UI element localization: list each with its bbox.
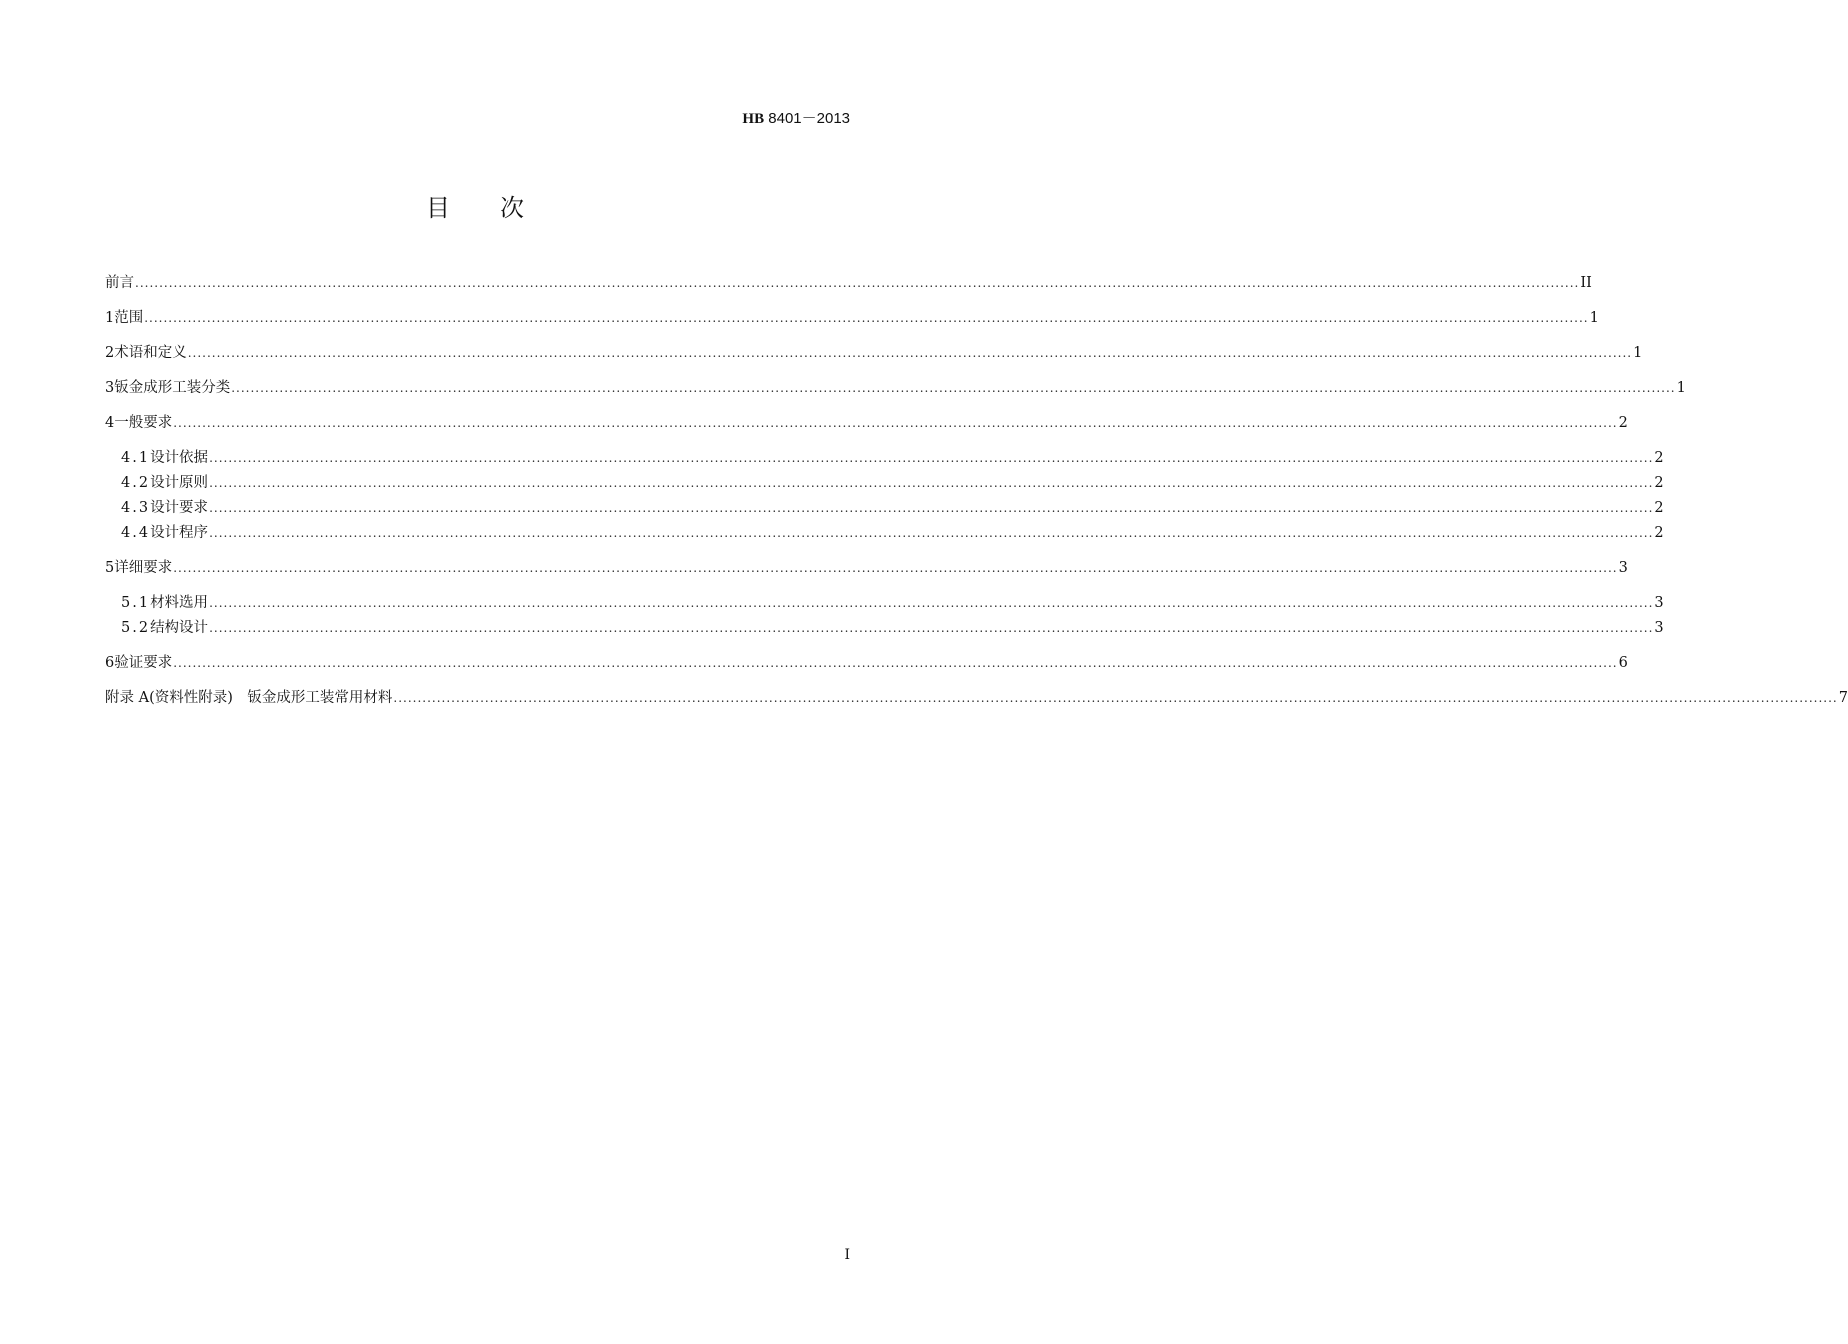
page-number: I: [844, 1247, 850, 1263]
toc-entry-page: 6: [1618, 655, 1628, 671]
toc-entry-number: 6: [105, 655, 115, 671]
toc-entry-page: 3: [1618, 560, 1628, 576]
standard-code-number: 8401－2013: [764, 110, 850, 127]
toc-entry-number: 4.4: [121, 525, 151, 541]
toc-entry-number: 5: [105, 560, 115, 576]
toc-leader-dots: ............................................................................................................................................................................................................................................................................................................: [187, 346, 1633, 360]
toc-entry-page: 2: [1618, 415, 1628, 431]
toc-entry-4-4[interactable]: [121, 523, 1664, 543]
standard-code-prefix: HB: [742, 111, 765, 127]
toc-entry-number: 4.2: [121, 475, 151, 491]
toc-leader-dots: ............................................................................................................................................................................................................................................................................................................: [209, 621, 1654, 635]
toc-entry-page: 7: [1838, 690, 1848, 706]
toc-entry-5[interactable]: [105, 558, 1628, 578]
page-title: 目次: [426, 194, 574, 222]
toc-leader-dots: ............................................................................................................................................................................................................................................................................................................: [209, 596, 1654, 610]
toc-entry-label: 术语和定义: [114, 345, 187, 361]
toc-leader-dots: ............................................................................................................................................................................................................................................................................................................: [393, 691, 1838, 705]
toc-entry-number: 4: [105, 415, 115, 431]
toc-entry-label: 前言: [105, 275, 134, 291]
toc-leader-dots: ............................................................................................................................................................................................................................................................................................................: [173, 656, 1618, 670]
toc-entry-label: 材料选用: [150, 595, 209, 611]
toc-entry-5-2[interactable]: [121, 618, 1664, 638]
toc-entry-page: 2: [1654, 450, 1664, 466]
toc-entry-page: 2: [1654, 525, 1664, 541]
toc-leader-dots: ............................................................................................................................................................................................................................................................................................................: [209, 476, 1654, 490]
toc-entry-number: 2: [105, 345, 115, 361]
toc-leader-dots: ............................................................................................................................................................................................................................................................................................................: [209, 526, 1654, 540]
toc-entry-label: 一般要求: [114, 415, 173, 431]
toc-entry-page: 2: [1654, 500, 1664, 516]
toc-entry-number: 3: [105, 380, 115, 396]
toc-entry-page: 3: [1654, 620, 1664, 636]
toc-entry-label: 设计原则: [150, 475, 209, 491]
toc-entry-number: 5.1: [121, 595, 151, 611]
toc-leader-dots: ............................................................................................................................................................................................................................................................................................................: [209, 451, 1654, 465]
toc-leader-dots: ............................................................................................................................................................................................................................................................................................................: [231, 381, 1676, 395]
standard-code: [742, 109, 850, 129]
toc-entry-page: 1: [1589, 310, 1599, 326]
toc-entry-label: 附录 A(资料性附录) 钣金成形工装常用材料: [105, 690, 393, 706]
toc-entry-label: 设计程序: [150, 525, 209, 541]
toc-entry-3[interactable]: [105, 378, 1686, 398]
toc-entry-page: 1: [1633, 345, 1643, 361]
toc-entry-page: 1: [1676, 380, 1686, 396]
toc-entry-label: 设计要求: [150, 500, 209, 516]
toc-entry-label: 验证要求: [114, 655, 173, 671]
toc-entry-number: 1: [105, 310, 115, 326]
toc-entry-number: 4.1: [121, 450, 151, 466]
toc-entry-4[interactable]: [105, 413, 1628, 433]
toc-entry-page: II: [1580, 275, 1592, 291]
toc-entry-1[interactable]: [105, 308, 1599, 328]
toc-entry-page: 3: [1654, 595, 1664, 611]
toc-entry-5-1[interactable]: [121, 593, 1664, 613]
toc-entry-label: 设计依据: [150, 450, 209, 466]
toc-entry-label: 钣金成形工装分类: [114, 380, 231, 396]
toc-entry-number: 4.3: [121, 500, 151, 516]
toc-entry-4-2[interactable]: [121, 473, 1664, 493]
toc-entry-label: 详细要求: [114, 560, 173, 576]
toc-entry-annex-a[interactable]: [105, 688, 1848, 708]
toc-entry-4-3[interactable]: [121, 498, 1664, 518]
toc-leader-dots: ............................................................................................................................................................................................................................................................................................................: [173, 416, 1618, 430]
toc-entry-page: 2: [1654, 475, 1664, 491]
toc-leader-dots: ............................................................................................................................................................................................................................................................................................................: [144, 311, 1589, 325]
toc-leader-dots: ............................................................................................................................................................................................................................................................................................................: [173, 561, 1618, 575]
toc-entry-4-1[interactable]: [121, 448, 1664, 468]
toc-leader-dots: ............................................................................................................................................................................................................................................................................................................: [209, 501, 1654, 515]
toc-entry-2[interactable]: [105, 343, 1643, 363]
toc-leader-dots: ............................................................................................................................................................................................................................................................................................................: [135, 276, 1580, 290]
toc-entry-6[interactable]: [105, 653, 1628, 673]
toc-entry-foreword[interactable]: [105, 273, 1592, 293]
toc-entry-label: 结构设计: [150, 620, 209, 636]
toc-entry-label: 范围: [114, 310, 144, 326]
toc-entry-number: 5.2: [121, 620, 151, 636]
